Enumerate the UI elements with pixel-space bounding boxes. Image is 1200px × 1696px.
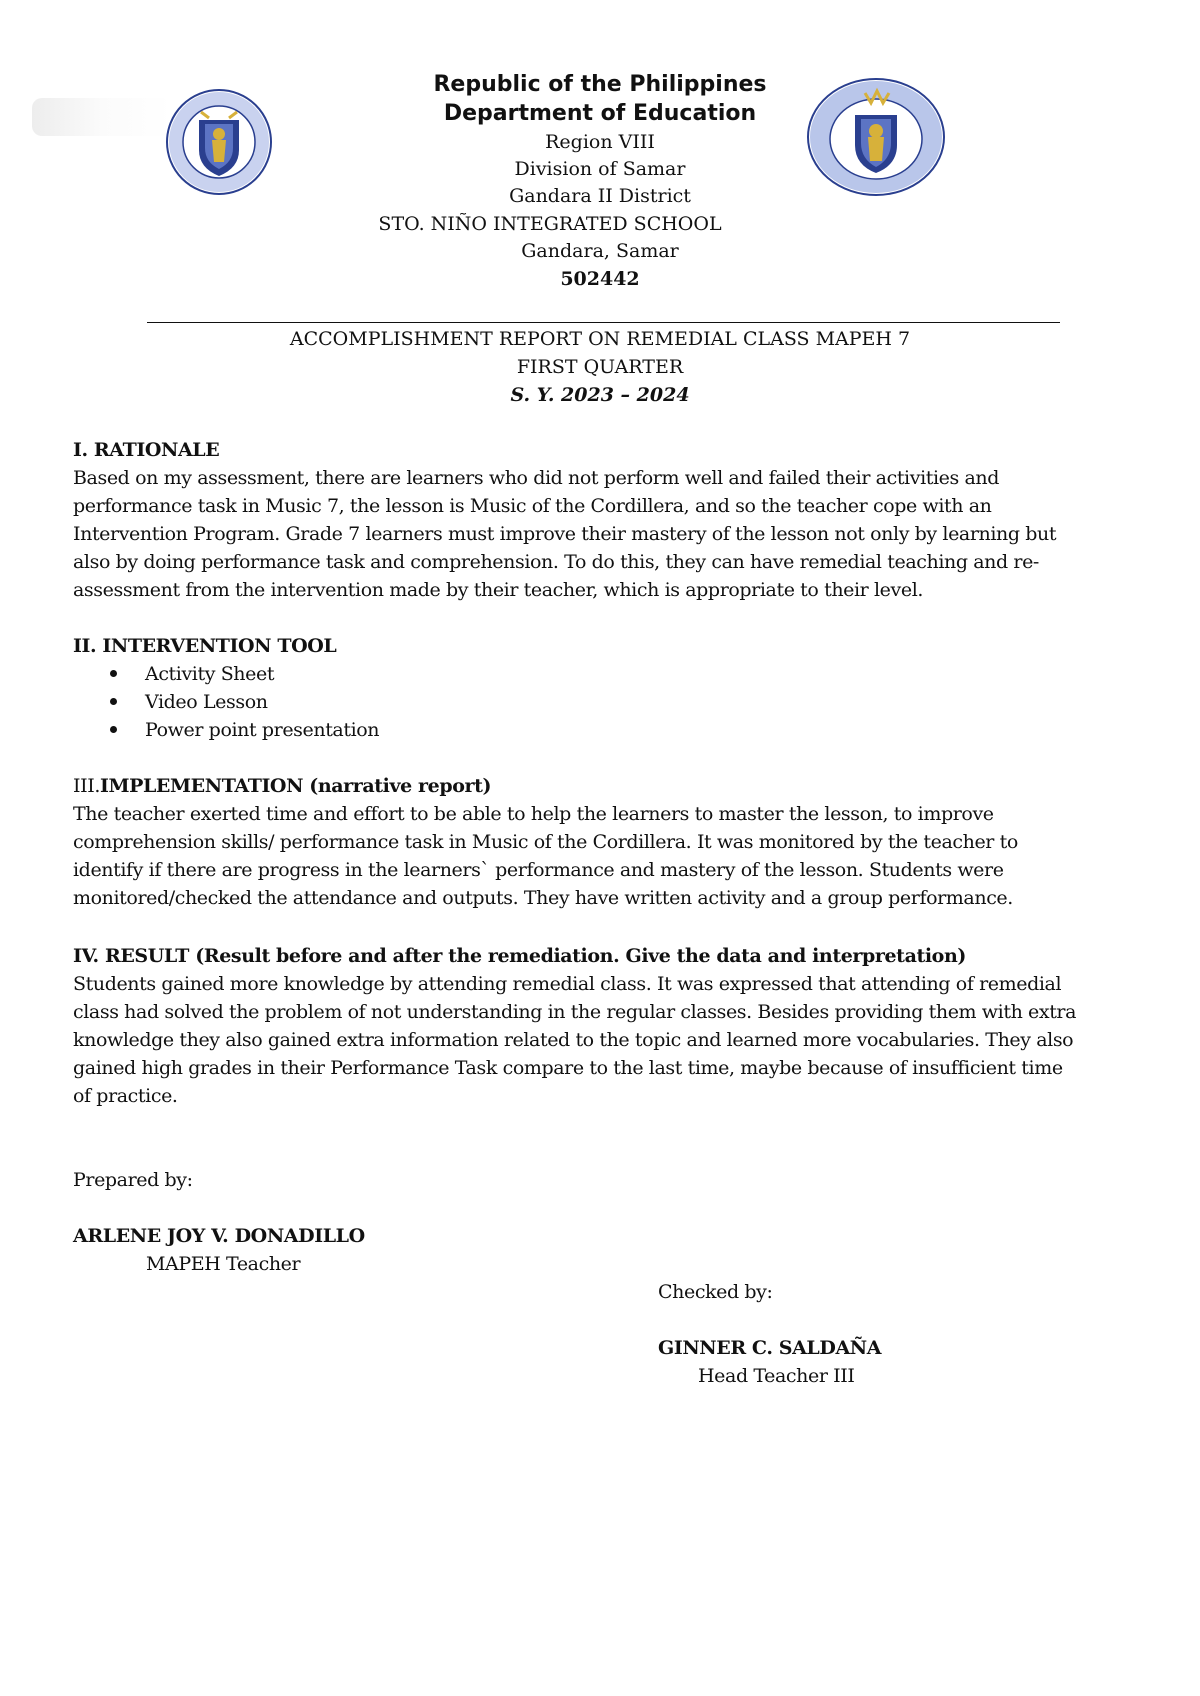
implementation-line: monitored/checked the attendance and outputs. They have written activity and a group performance.: [73, 887, 1013, 909]
result-line: of practice.: [73, 1085, 178, 1107]
implementation-line: identify if there are progress in the learners` performance and mastery of the lesson. Students were: [73, 859, 1004, 881]
header-region: Region VIII: [545, 131, 655, 153]
header-divider: [147, 322, 1060, 323]
report-title: ACCOMPLISHMENT REPORT ON REMEDIAL CLASS MAPEH 7: [289, 328, 911, 350]
header-address: Gandara, Samar: [521, 240, 679, 262]
bullet-icon: [110, 698, 117, 705]
rationale-line: Based on my assessment, there are learners who did not perform well and failed their activities and: [73, 467, 1000, 489]
report-school-year: S. Y. 2023 – 2024: [510, 384, 690, 406]
result-line: knowledge they also gained extra information related to the topic and learned more vocabularies. They also: [73, 1029, 1074, 1051]
header-division: Division of Samar: [514, 158, 686, 180]
implementation-heading-prefix: III.: [73, 775, 100, 797]
implementation-line: The teacher exerted time and effort to be able to help the learners to master the lesson, to improve: [73, 803, 994, 825]
implementation-heading: [73, 775, 491, 797]
report-quarter: FIRST QUARTER: [516, 356, 684, 378]
prepared-by-label: Prepared by:: [73, 1169, 193, 1191]
rationale-heading: I. RATIONALE: [73, 439, 220, 461]
result-line: gained high grades in their Performance Task compare to the last time, maybe because of insufficient time: [73, 1057, 1063, 1079]
list-item-label: Power point presentation: [145, 719, 380, 741]
list-item: [110, 719, 379, 741]
bullet-icon: [110, 726, 117, 733]
list-item: [110, 663, 274, 685]
implementation-heading-text: IMPLEMENTATION (narrative report): [99, 775, 492, 797]
rationale-line: also by doing performance task and comprehension. To do this, they can have remedial teaching and re-: [73, 551, 1039, 573]
list-item-label: Video Lesson: [145, 691, 268, 713]
header-school-id: 502442: [560, 268, 640, 290]
preparer-title: MAPEH Teacher: [146, 1253, 301, 1275]
preparer-name: ARLENE JOY V. DONADILLO: [73, 1225, 365, 1247]
implementation-line: comprehension skills/ performance task in Music of the Cordillera. It was monitored by the teacher to: [73, 831, 1018, 853]
rationale-line: Intervention Program. Grade 7 learners must improve their mastery of the lesson not only by learning but: [73, 523, 1057, 545]
result-line: Students gained more knowledge by attending remedial class. It was expressed that attending of remedial: [73, 973, 1062, 995]
header-department: Department of Education: [443, 101, 757, 126]
rationale-line: assessment from the intervention made by their teacher, which is appropriate to their level.: [73, 579, 924, 601]
checked-by-label: Checked by:: [658, 1281, 773, 1303]
result-heading: IV. RESULT (Result before and after the remediation. Give the data and interpretation): [73, 945, 966, 967]
header-school: STO. NIÑO INTEGRATED SCHOOL: [378, 213, 722, 235]
header-republic: Republic of the Philippines: [433, 72, 767, 97]
bullet-icon: [110, 670, 117, 677]
intervention-heading: II. INTERVENTION TOOL: [73, 635, 337, 657]
list-item-label: Activity Sheet: [145, 663, 275, 685]
checker-name: GINNER C. SALDAÑA: [658, 1337, 882, 1359]
header-district: Gandara II District: [509, 185, 691, 207]
result-line: class had solved the problem of not understanding in the regular classes. Besides providing them with extra: [73, 1001, 1077, 1023]
rationale-line: performance task in Music 7, the lesson is Music of the Cordillera, and so the teacher cope with an: [73, 495, 992, 517]
list-item: [110, 691, 268, 713]
checker-title: Head Teacher III: [698, 1365, 855, 1387]
